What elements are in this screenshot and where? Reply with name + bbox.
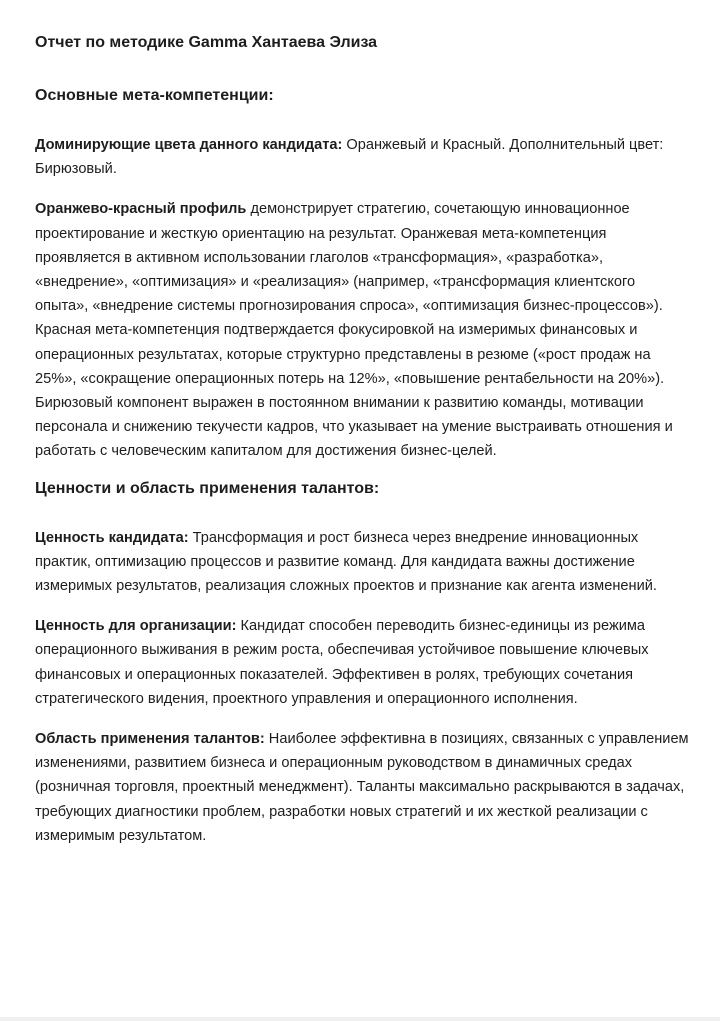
paragraph-orange-red-profile (35, 197, 690, 463)
paragraph-lead: Ценность для организации: (35, 618, 237, 635)
report-page (35, 30, 690, 848)
paragraph-text: Оранжевый и Красный. Дополнительный цвет: Бирюзовый. (35, 137, 664, 178)
section-heading-meta-competencies: Основные мета-компетенции: (35, 87, 274, 104)
paragraph-text: Трансформация и рост бизнеса через внедрение инновационных практик, оптимизацию процессов и развитие команд. Для кандидата важны достижение измеримых результатов, реализация сложных проектов и признание как агента изменений. (35, 529, 657, 595)
paragraph-text: Наиболее эффективна в позициях, связанных с управлением изменениями, развитием бизнеса и операционным руководством в динамичных средах (розничная торговля, проектный менеджмент). Таланты максимально раскрываются в задачах, требующих диагностики проблем, разработки новых стратегий и их жесткой реализации с измеримым результатом. (35, 731, 689, 844)
paragraph-text: демонстрирует стратегию, сочетающую инновационное проектирование и жесткую ориентацию на результат. Оранжевая мета-компетенция проявляется в активном использовании глаголов «трансформация», «разработка», «внедрение», «оптимизация» и «реализация» (например, «трансформация клиентского опыта», «внедрение системы прогнозирования спроса», «оптимизация бизнес-процессов»). Красная мета-компетенция подтверждается фокусировкой на измеримых финансовых и операционных результатах, которые структурно представлены в резюме («рост продаж на 25%», «сокращение операционных потерь на 12%», «повышение рентабельности на 20%»). Бирюзовый компонент выражен в постоянном внимании к развитию команды, мотивации персонала и снижению текучести кадров, что указывает на умение выстраивать отношения и работать с человеческим капиталом для достижения бизнес-целей. (35, 201, 673, 460)
document-title: Отчет по методике Gamma Хантаева Элиза (35, 34, 378, 51)
paragraph-dominant-colors (35, 133, 690, 181)
paragraph-talent-application (35, 727, 690, 848)
paragraph-lead: Оранжево-красный профиль (35, 201, 247, 218)
paragraph-lead: Область применения талантов: (35, 731, 265, 748)
paragraph-lead: Доминирующие цвета данного кандидата: (35, 137, 343, 153)
paragraph-lead: Ценность кандидата: (35, 529, 189, 546)
section-heading-values-talents: Ценности и область применения талантов: (35, 479, 380, 497)
page-bottom-edge (0, 1017, 720, 1021)
paragraph-organization-value (35, 614, 690, 711)
paragraph-text: Кандидат способен переводить бизнес-единицы из режима операционного выживания в режим роста, обеспечивая устойчивое повышение ключевых финансовых и операционных показателей. Эффективен в ролях, требующих сочетания стратегического видения, проектного управления и операционного исполнения. (35, 618, 649, 707)
paragraph-candidate-value (35, 526, 690, 599)
